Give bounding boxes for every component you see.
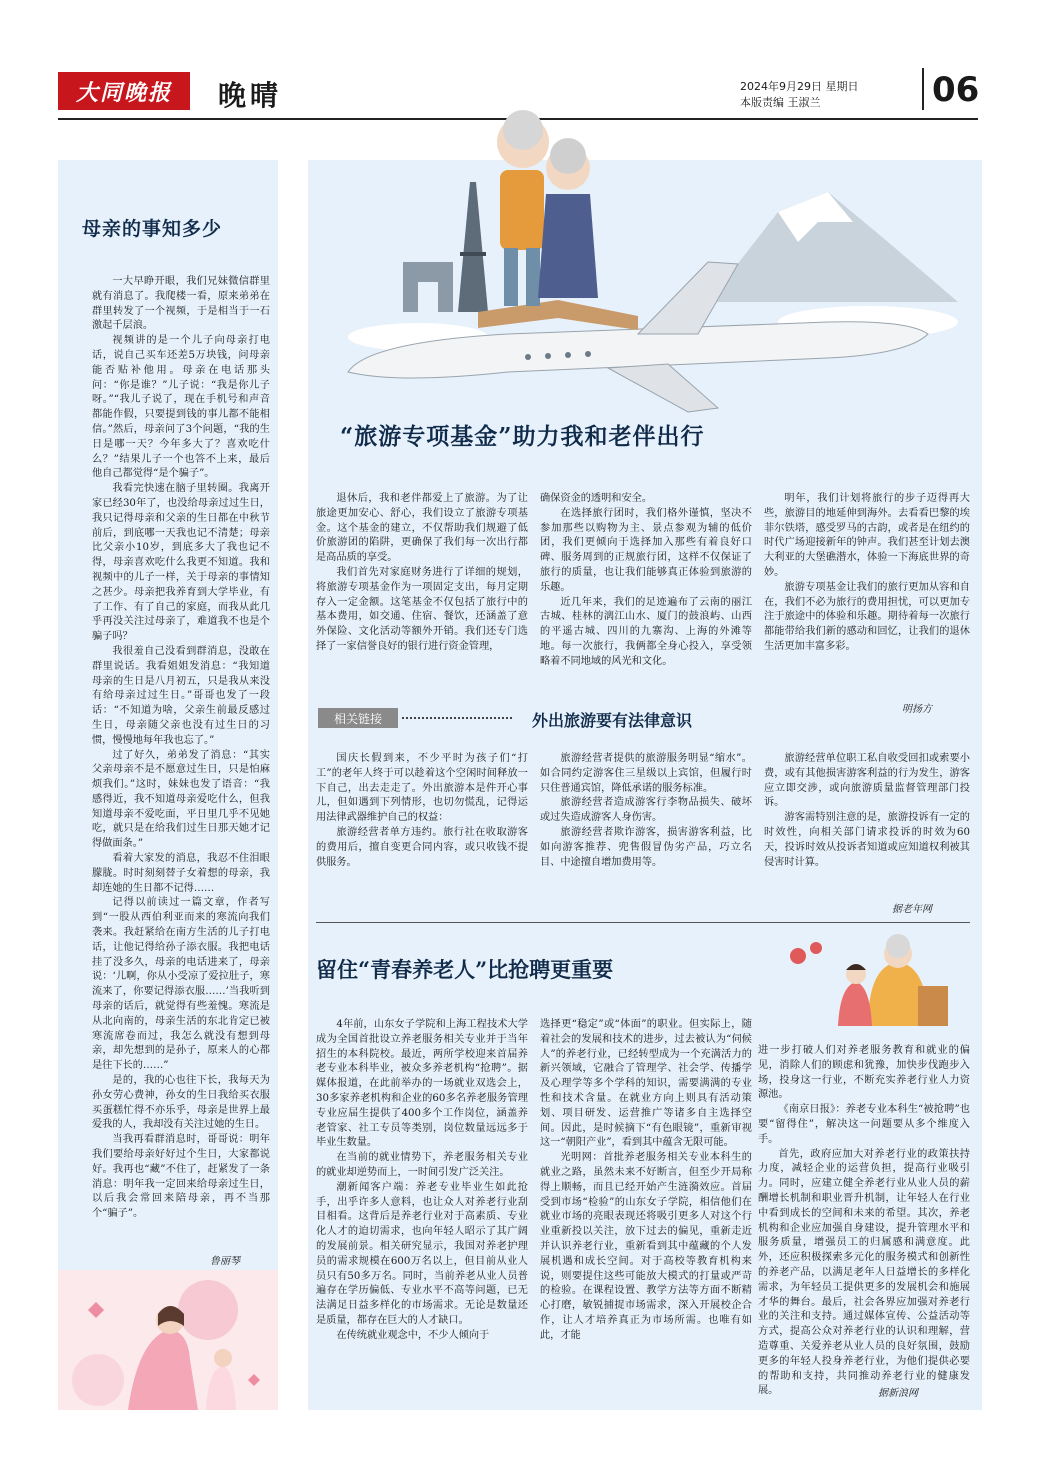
paragraph: 旅游经营者提供的旅游服务明显“缩水”。如合同约定游客住三星级以上宾馆，但履行时只住普通宾馆，降低承诺的服务标准。 [540,753,752,794]
paragraph: 游客需特别注意的是，旅游投诉有一定的时效性，向相关部门请求投诉的时效为60天，投诉时效从投诉者知道或应知道权利被其侵害时计算。 [764,812,970,868]
mother-daughter-illustration [58,1270,278,1410]
paragraph: 视频讲的是一个儿子向母亲打电话，说自己买车还差5万块钱，问母亲能否贴补他用。母亲在电话那头问：“你是谁？”儿子说：“我是你儿子呀。”“我儿子说了，现在手机号和声音都能作假，只要提到钱的事儿都不能相信。”然后，母亲问了3个问题，“我的生日是哪一天？今年多大了？喜欢吃什么？”结果儿子一个也答不上来，最后他自己都觉得“是个骗子”。 [92,335,270,480]
paragraph: 旅游经营单位职工私自收受回扣或索要小费，或有其他损害游客利益的行为发生，游客应立即交涉，或向旅游质量监督管理部门投诉。 [764,753,970,809]
left-article-title: 母亲的事知多少 [82,218,223,240]
paragraph: 看着大家发的消息，我忍不住泪眼朦胧。时时刻刻替子女着想的母亲，我却连她的生日都不记得…… [92,853,270,894]
page-editor: 本版责编 王淑兰 [740,96,821,109]
logo-text: 大同晚报 [75,79,172,106]
paragraph: 当我再看群消息时，哥哥说：明年我们要给母亲好好过个生日，大家都说好。我再也“藏”不住了，赶紧发了一条消息：明年我一定回来给母亲过生日，以后我会常回来陪母亲，再不当那个“骗子”。 [92,1134,270,1220]
paragraph: 在选择旅行团时，我们格外谨慎，坚决不参加那些以购物为主、景点参观为辅的低价团，我们更倾向于选择加入那些有着良好口碑、服务周到的正规旅行团，这样不仅保证了旅行的质量，也让我们能够真正体验到旅游的乐趣。 [540,507,752,593]
paragraph: 一大早睁开眼，我们兄妹微信群里就有消息了。我爬楼一看，原来弟弟在群里转发了一个视频，于是相当于一石激起千层浪。 [92,276,270,332]
paragraph: 是的，我的心也往下长，我每天为孙女劳心费神，孙女的生日我给买衣服买蛋糕忙得不亦乐乎，母亲是世界上最爱我的人，我却没有关注过她的生日。 [92,1075,270,1131]
paragraph: 退休后，我和老伴都爱上了旅游。为了让旅途更加安心、舒心，我们设立了旅游专项基金。这个基金的建立，不仅帮助我们规避了低价旅游团的陷阱，更确保了我们每一次出行都是高品质的享受。 [316,493,528,564]
section-divider [316,922,970,923]
article1-column-1 [316,492,528,718]
paragraph: 确保资金的透明和安全。 [540,493,653,504]
article3-column-1 [316,1018,528,1408]
paragraph: 近几年来，我们的足迹遍布了云南的丽江古城、桂林的漓江山水、厦门的鼓浪屿、山西的平遥古城、四川的九寨沟、上海的外滩等地。每一次旅行，我俩都全身心投入，享受领略着不同地域的风光和文化。 [540,596,752,667]
paragraph: 我很羞自己没看到群消息，没敢在群里说话。我看姐姐发消息：“我知道母亲的生日是八月初五，只是我从来没有给母亲过过生日。”哥哥也发了一段话：“不知道为啥，父亲生前最反感过生日，母亲随父亲也没有过生日的习惯，慢慢地每年我也忘了。” [92,645,270,746]
page-number: 06 [932,70,980,110]
article1-column-3 [764,492,970,732]
left-article-author: 鲁丽琴 [210,1256,240,1267]
paragraph: 首先，政府应加大对养老行业的政策扶持力度，减轻企业的运营负担，提高行业吸引力。同时，应建立健全养老行业从业人员的薪酬增长机制和职业晋升机制，让年轻人在行业中看到成长的空间和未来的希望。其次，养老机构和企业应加强自身建设，提升管理水平和服务质量，增强员工的归属感和满意度。此外，还应积极探索多元化的服务模式和创新性的养老产品，以满足老年人日益增长的多样化需求，为年轻员工提供更多的发展机会和施展才华的舞台。最后，社会各界应加强对养老行业的关注和支持。通过媒体宣传、公益活动等方式，提高公众对养老行业的认识和理解，营造尊重、关爱养老从业人员的良好氛围，鼓励更多的年轻人投身养老行业，为他们提供必要的帮助和支持，共同推动养老行业的健康发展。 [758,1148,970,1397]
issue-date: 2024年9月29日 星期日 [740,80,859,93]
paragraph: 《南京日报》：养老专业本科生“被抢聘”也要“留得住”，解决这一问题要从多个维度入手。 [758,1104,970,1145]
paragraph: 进一步打破人们对养老服务教育和就业的偏见，消除人们的顾虑和犹豫，加快步伐跑步入场，投身这一行业，不断充实养老行业人力资源池。 [758,1045,970,1101]
related-link-tag: 相关链接 [318,708,398,728]
article1-column-2 [540,492,752,692]
article1-title: “旅游专项基金”助力我和老伴出行 [340,423,705,450]
article1-author: 明扬方 [902,704,932,715]
section-title: 晚晴 [218,79,283,112]
article2-column-3 [764,752,970,892]
paragraph: 在传统就业观念中，不少人倾向于 [336,1329,490,1341]
article3-author: 据新浪网 [878,1388,918,1399]
paragraph: 旅游经营者欺诈游客，损害游客利益，比如向游客推荐、兜售假冒伪劣产品，巧立名目、中途擅自增加费用等。 [540,826,752,868]
article2-column-2 [540,752,752,892]
paragraph: 记得以前读过一篇文章，作者写到“一股从西伯利亚而来的寒流向我们袭来。我赶紧给在南方生活的儿子打电话，让他记得给孙子添衣服。我把电话挂了没多久，母亲的电话进来了，母亲说：‘儿啊，你从小受凉了爱拉肚子，寒流来了，你要记得添衣服……’当我听到母亲的话后，就觉得有些羞愧。寒流是从北向南的，母亲生活的东北肯定已被寒流席卷而过，我怎么就没有想到母亲，却先想到的是孙子，原来人的心都是往下长的……” [92,897,270,1072]
paragraph: 旅游经营者单方违约。旅行社在收取游客的费用后，擅自变更合同内容，或只收钱不提供服务。 [316,826,528,868]
article2-title: 外出旅游要有法律意识 [532,711,693,730]
paragraph: 过了好久，弟弟发了消息：“其实父亲母亲不是不愿意过生日，只是怕麻烦我们。”这时，妹妹也发了语音：“我感得近，我不知道母亲爱吃什么，但我知道母亲不爱吃面，平日里几乎不见她吃，就只是在给我们过生日那天她才记得做面条。” [92,749,270,850]
paragraph: 选择更“稳定”或“体面”的职业。但实际上，随着社会的发展和技术的进步，过去被认为“伺候人”的养老行业，已经转型成为一个充满活力的新兴领域，它融合了管理学、社会学、传播学及心理学等多个学科的知识，需要满满的专业性和技术含量。在就业方向上则具有活动策划、项目研发、运营推广等诸多自主选择空间。因此，是时候摘下“有色眼镜”，重新审视这一“朝阳产业”，看到其中蕴含无限可能。 [540,1019,752,1149]
paragraph: 我看完快速在脑子里转圈。我离开家已经30年了，也没给母亲过过生日，我只记得母亲和父亲的生日都在中秋节前后，到底哪一天我也记不清楚；母亲比父亲小10岁，到底多大了我也记不得，母亲喜欢吃什么我更不知道。我和视频中的儿子一样，关于母亲的事情知之甚少。母亲把我养育到大学毕业，有了工作、有了自己的家庭，而我从此几乎再没关注过母亲了，难道我不也是个骗子吗？ [92,483,270,643]
article3-title: 留住“青春养老人”比抢聘更重要 [316,957,614,982]
caregiver-illustration [768,926,964,1030]
paragraph: 潮新闻客户端：养老专业毕业生如此抢手，出乎许多人意料，也让众人对养老行业刮目相看。这背后是养老行业对于高素质、专业化人才的迫切需求，也向年轻人昭示了其广阔的发展前景。相关研究显示，我国对养老护理员的需求规模在600万名以上，但目前从业人员只有50多万名。同时，当前养老从业人员普遍存在学历偏低、专业水平不高等问题，已无法满足日益多样化的市场需求。无论是数量还是质量，都存在巨大的人才缺口。 [316,1181,528,1326]
paragraph: 明年，我们计划将旅行的步子迈得再大些，旅游目的地延伸到海外。去看看巴黎的埃菲尔铁塔，感受罗马的古韵，或者是在纽约的时代广场迎接新年的钟声。我们甚至计划去澳大利亚的大堡礁潜水，体验一下海底世界的奇妙。 [764,493,970,578]
paragraph: 在当前的就业情势下，养老服务相关专业的就业却逆势而上，一时间引发广泛关注。 [316,1152,528,1178]
article2-author: 据老年网 [892,904,932,915]
paragraph: 旅游专项基金让我们的旅行更加从容和自在，我们不必为旅行的费用担忧，可以更加专注于旅途中的体验和乐趣。期待着每一次旅行都能带给我们新的感动和回忆，让我们的退休生活更加丰富多彩。 [764,581,970,652]
paragraph: 旅游经营者造成游客行李物品损失、破坏或过失造成游客人身伤害。 [540,797,752,824]
article3-column-3 [758,1044,970,1408]
paragraph: 我们首先对家庭财务进行了详细的规划，将旅游专项基金作为一项固定支出，每月定期存入一定金额。这笔基金不仅包括了旅行中的基本费用，如交通、住宿、餐饮，还涵盖了意外保险、文化活动等额外开销。我们还专门选择了一家信誉良好的银行进行资金管理， [316,566,528,652]
article3-column-2 [540,1018,752,1408]
newspaper-logo [58,72,190,110]
paragraph: 4年前，山东女子学院和上海工程技术大学成为全国首批设立养老服务相关专业并于当年招生的本科院校。最近，两所学校迎来首届养老专业本科毕业，被众多养老机构“抢聘”。据媒体报道，在此前举办的一场就业双选会上，30多家养老机构和企业的60多名养老服务管理专业应届生提供了400多个工作岗位，涵盖养老管家、社工专员等类别，岗位数量远远多于毕业生数量。 [316,1019,528,1149]
travel-hero-illustration [308,72,982,462]
paragraph: 国庆长假到来，不少平时为孩子们“打工”的老年人终于可以趁着这个空闲时间释放一下自己，出去走走了。外出旅游本是件开心事儿，但如遇到下列情形，也切勿慌乱，记得运用法律武器维护自己的权益： [316,753,528,824]
paragraph: 光明网：首批养老服务相关专业本科生的就业之路，虽然未来不好断言，但至少开局称得上顺畅，而且已经开始产生涟漪效应。首届受到市场“检验”的山东女子学院，相信他们在就业市场的亮眼表现还将吸引更多人对这个行业重新投以关注，放下过去的偏见，重新走近并认识养老行业，重新看到其中蕴藏的个人发展机遇和成长空间。对于高校等教育机构来说，则要提住这些可能放大模式的打量或严苛的检验。在课程设置、教学方法等方面不断精心打磨，敏锐捕捉市场需求，深入开展校企合作，让人才培养真正为市场所需。也唯有如此，才能 [540,1152,752,1341]
tag-dotted-rule [402,717,512,719]
left-article-body [92,275,270,1275]
article2-column-1 [316,752,528,892]
